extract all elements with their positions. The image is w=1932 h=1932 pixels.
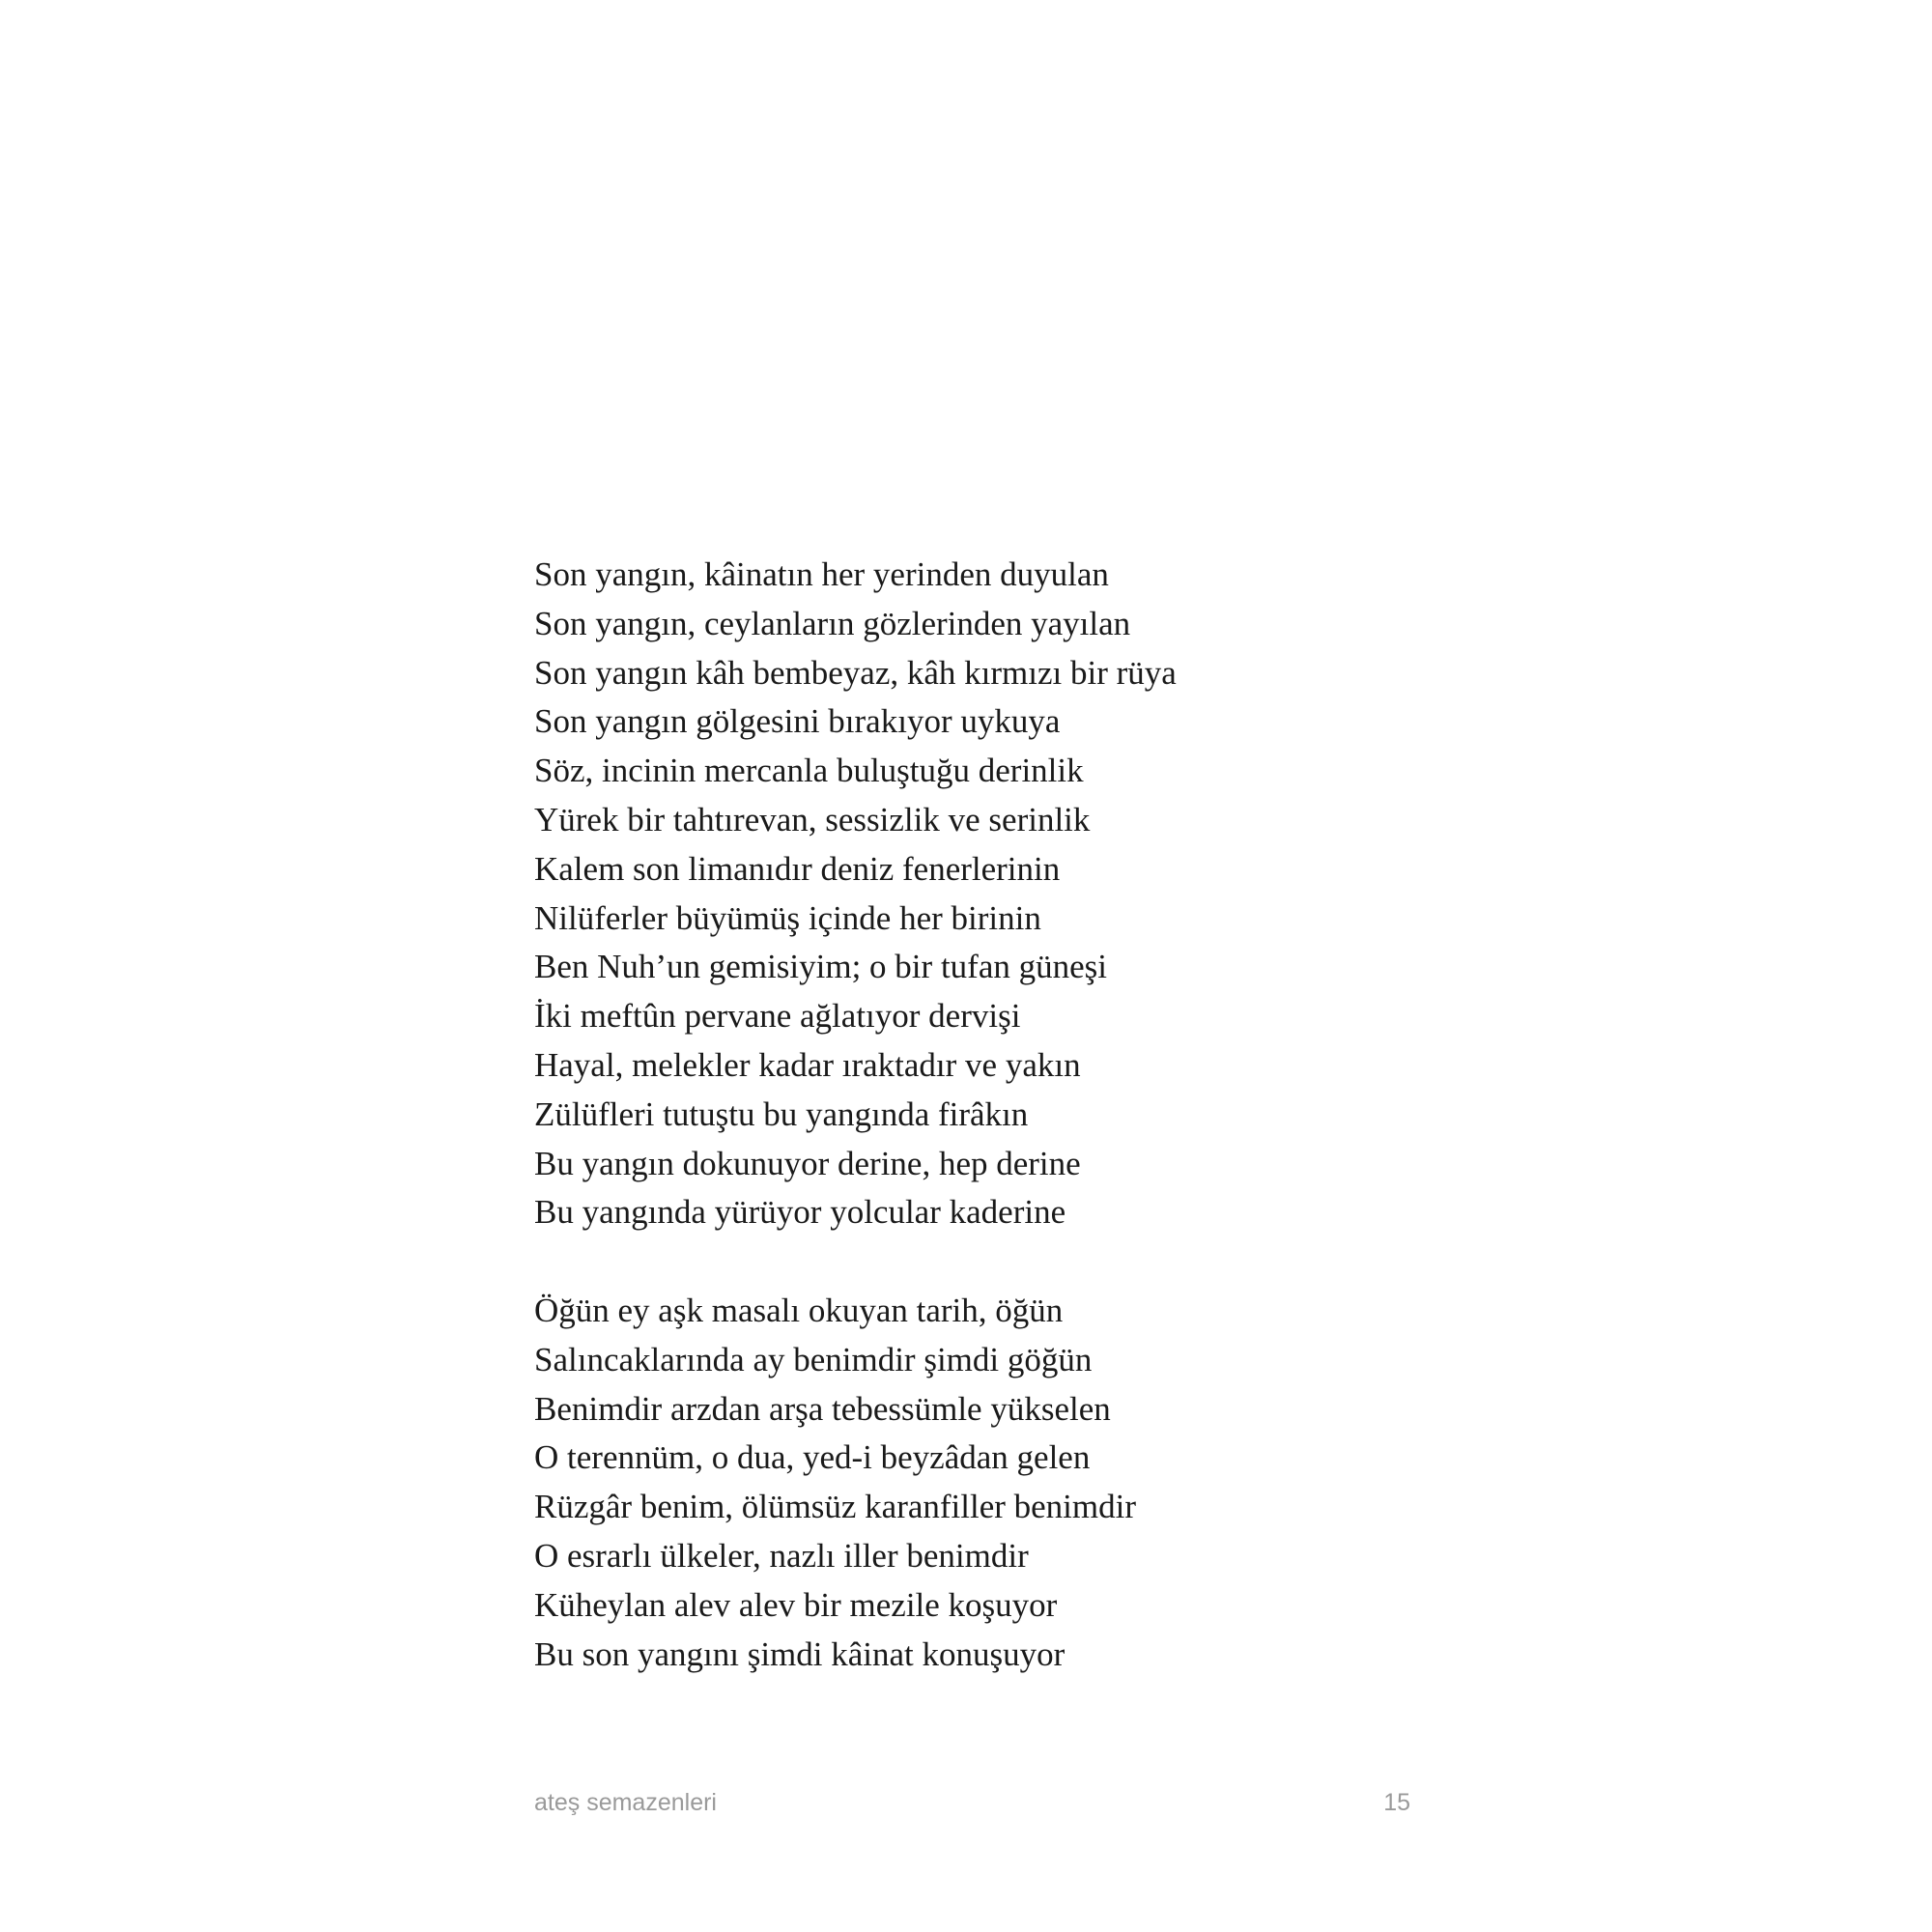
poem-line: Söz, incinin mercanla buluştuğu derinlik	[534, 752, 1084, 790]
page-number: 15	[1383, 1789, 1410, 1816]
poem-line: Nilüferler büyümüş içinde her birinin	[534, 898, 1041, 937]
poem-line: O esrarlı ülkeler, nazlı iller benimdir	[534, 1536, 1029, 1575]
poem-line: Zülüfleri tutuştu bu yangında firâkın	[534, 1094, 1029, 1133]
poem-line: Ben Nuh’un gemisiyim; o bir tufan güneşi	[534, 948, 1107, 986]
poem-line: Son yangın gölgesini bırakıyor uykuya	[534, 702, 1061, 741]
stanza-1	[534, 551, 1597, 1237]
poem-line: Küheylan alev alev bir mezile koşuyor	[534, 1585, 1058, 1624]
poem-line: Bu son yangını şimdi kâinat konuşuyor	[534, 1634, 1065, 1673]
poem-line: Rüzgâr benim, ölümsüz karanfiller benimdir	[534, 1488, 1137, 1526]
footer-book-title: ateş semazenleri	[534, 1789, 717, 1816]
poem-line: Bu yangın dokunuyor derine, hep derine	[534, 1144, 1081, 1182]
poem-line: O terennüm, o dua, yed-i beyzâdan gelen	[534, 1438, 1091, 1477]
poem	[534, 551, 1597, 1679]
poem-line: Salıncaklarında ay benimdir şimdi göğün	[534, 1340, 1093, 1378]
poem-line: Bu yangında yürüyor yolcular kaderine	[534, 1193, 1066, 1232]
poem-line: Kalem son limanıdır deniz fenerlerinin	[534, 849, 1061, 888]
poem-line: İki meftûn pervane ağlatıyor dervişi	[534, 997, 1021, 1036]
poem-line: Hayal, melekler kadar ıraktadır ve yakın	[534, 1045, 1081, 1084]
poem-line: Son yangın kâh bembeyaz, kâh kırmızı bir rüya	[534, 653, 1177, 692]
poem-line: Benimdir arzdan arşa tebessümle yükselen	[534, 1389, 1111, 1428]
poem-line: Son yangın, ceylanların gözlerinden yayılan	[534, 604, 1131, 642]
poem-line: Öğün ey aşk masalı okuyan tarih, öğün	[534, 1291, 1064, 1329]
poem-line: Yürek bir tahtırevan, sessizlik ve serinlik	[534, 800, 1091, 838]
stanza-2	[534, 1287, 1597, 1679]
poem-line: Son yangın, kâinatın her yerinden duyulan	[534, 555, 1109, 593]
